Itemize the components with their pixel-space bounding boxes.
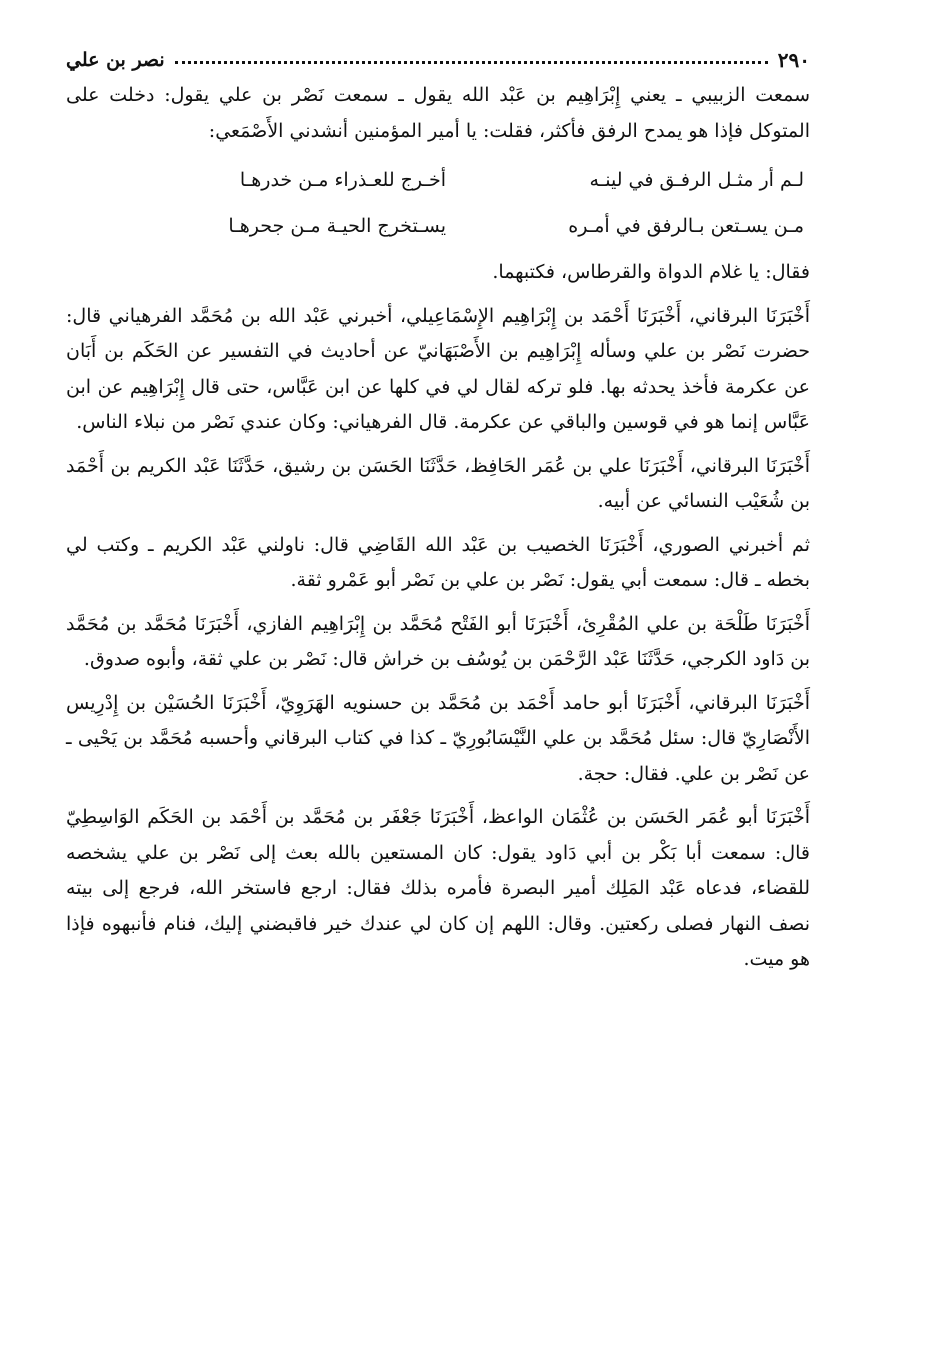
text-paragraph: ثم أخبرني الصوري، أَخْبَرَنَا الخصيب بن عَبْد الله القَاضِي قال: ناولني عَبْد الكريم ـ وكتب لي بخطه ـ قال: سمعت أبي يقول: نَصْر بن علي بن نَصْر أبو عَمْرو ثقة. — [66, 533, 810, 591]
text-paragraph: أَخْبَرَنَا أبو عُمَر الحَسَن بن عُثْمَان الواعظ، أَخْبَرَنَا جَعْفَر بن مُحَمَّد بن أَحْمَد بن الحَكَم الوَاسِطِيّ قال: سمعت أبا بَكْر بن أبي دَاود يقول: كان المستعين بالله بعث إلى نَصْر بن علي يشخصه للقضاء، فدعاه عَبْد المَلِك أمير البصرة فأمره بذلك فقال: ارجع فاستخر الله، فرجع إلى بيته نصف النهار فصلى ركعتين. وقال: اللهم إن كان لي عندك خير فاقبضني إليك، فنام فأنبهوه فإذا هو ميت. — [66, 806, 810, 970]
poem-verse — [66, 157, 810, 203]
text-paragraph: أَخْبَرَنَا البرقاني، أَخْبَرَنَا أَحْمَد بن إِبْرَاهِيم الإِسْمَاعِيلي، أخبرني عَبْد الله بن مُحَمَّد الفرهياني قال: حضرت نَصْر بن علي وسأله إِبْرَاهِيم بن الأَصْبَهَانيّ عن أحاديث في التفسير عن الحَكَم بن أَبَان عن عكرمة فأخذ يحدثه بها. فلو تركه لقال لي في كلها عن ابن عَبَّاس، حتى قال إِبْرَاهِيم عن ابن عَبَّاس إنما هو في قوسين والباقي عن عكرمة. قال الفرهياني: وكان عندي نَصْر من نبلاء الناس. — [66, 304, 810, 433]
text-paragraph: أَخْبَرَنَا البرقاني، أَخْبَرَنَا أبو حامد أَحْمَد بن مُحَمَّد بن حسنويه الهَرَوِيّ، أَخْبَرَنَا الحُسَيْن بن إِدْرِيس الأَنْصَارِيّ قال: سئل مُحَمَّد بن علي النَّيْسَابُورِيّ ـ كذا في كتاب البرقاني وأحسبه مُحَمَّد بن يَحْيى ـ عن نَصْر بن علي. فقال: حجة. — [66, 691, 810, 785]
poem-hemistich-second: أخـرج للعـذراء مـن خدرهـا — [239, 169, 446, 191]
poem-hemistich-first: مـن يسـتعن بـالرفق في أمـره — [568, 215, 804, 237]
poem-verse — [66, 203, 810, 249]
text-paragraph: أَخْبَرَنَا طَلْحَة بن علي المُقْرِئ، أَخْبَرَنَا أبو الفَتْح مُحَمَّد بن إِبْرَاهِيم الفازي، أَخْبَرَنَا مُحَمَّد بن مُحَمَّد بن دَاود الكرجي، حَدَّثَنَا عَبْد الرَّحْمَن بن يُوسُف بن خراش قال: نَصْر بن علي ثقة، وأبوه صدوق. — [66, 612, 810, 670]
poem-hemistich-second: يسـتخرج الحيـة مـن جحرهـا — [228, 215, 446, 237]
page-number: ٢٩٠ — [777, 48, 810, 72]
after-poem-paragraph: فقال: يا غلام الدواة والقرطاس، فكتبهما. — [492, 261, 810, 283]
page-header — [66, 30, 810, 70]
running-title: نصر بن علي — [66, 49, 165, 71]
poem-block — [66, 157, 810, 249]
intro-paragraph: سمعت الزبيبي ـ يعني إِبْرَاهِيم بن عَبْد الله يقول ـ سمعت نَصْر بن علي يقول: دخلت على المتوكل فإذا هو يمدح الرفق فأكثر، فقلت: يا أمير المؤمنين أنشدني الأَصْمَعي: — [66, 84, 810, 142]
text-paragraph: أَخْبَرَنَا البرقاني، أَخْبَرَنَا علي بن عُمَر الحَافِظ، حَدَّثَنَا الحَسَن بن رشيق، حَدَّثَنَا عَبْد الكريم بن أَحْمَد بن شُعَيْب النسائي عن أبيه. — [66, 454, 810, 512]
poem-hemistich-first: لـم أر مثـل الرفـق في لينـه — [589, 169, 804, 191]
header-dotted-leader — [175, 60, 768, 64]
page-content — [66, 30, 810, 986]
